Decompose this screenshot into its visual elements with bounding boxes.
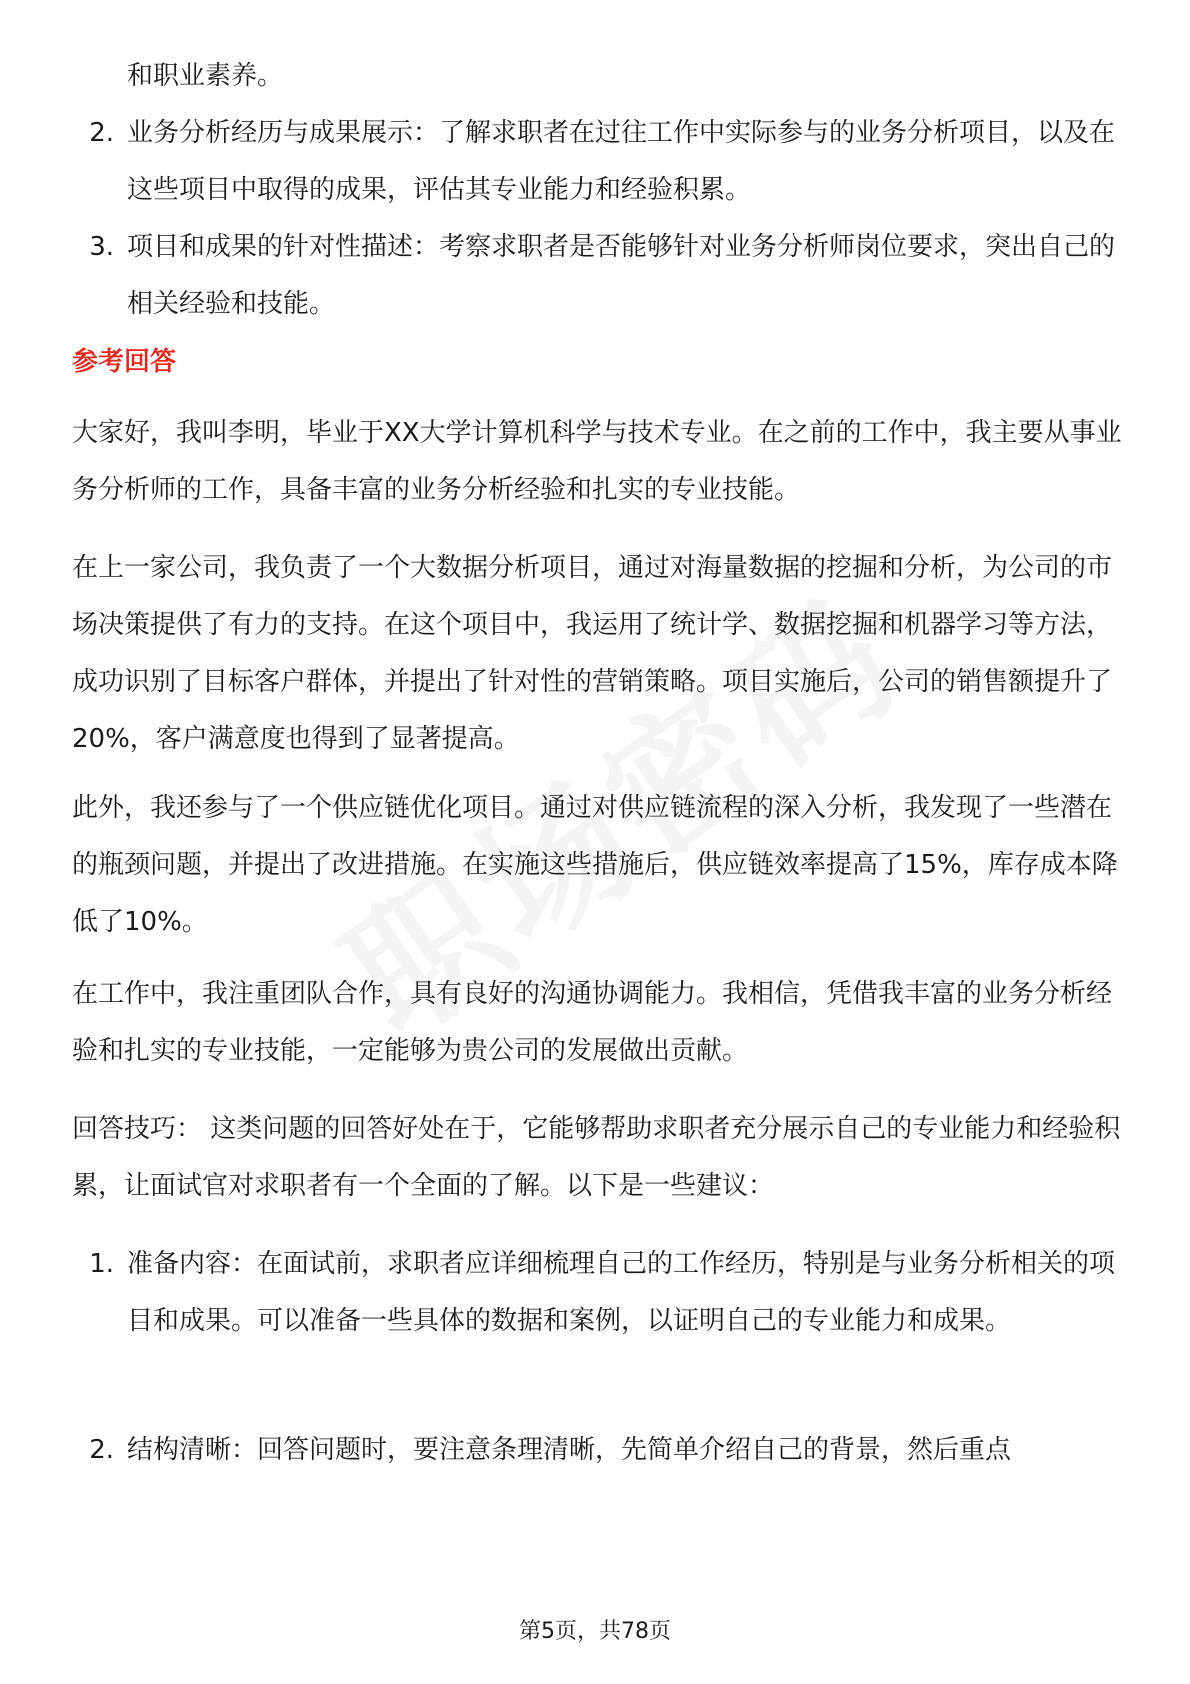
answer-paragraph: 此外，我还参与了一个供应链优化项目。通过对供应链流程的深入分析，我发现了一些潜在的瓶颈问题，并提出了改进措施。在实施这些措施后，供应链效率提高了15%，库存成本降低了10%。	[72, 793, 1118, 937]
list-item-text: 和职业素养。	[127, 61, 284, 91]
answer-paragraph: 在工作中，我注重团队合作，具有良好的沟通协调能力。我相信，凭借我丰富的业务分析经验和扎实的专业技能，一定能够为贵公司的发展做出贡献。	[72, 979, 1113, 1066]
list-item-number: 2.	[89, 1435, 114, 1465]
list-item	[72, 48, 1122, 105]
list-item-text: 业务分析经历与成果展示：了解求职者在过往工作中实际参与的业务分析项目，以及在这些项目中取得的成果，评估其专业能力和经验积累。	[127, 118, 1116, 205]
list-item-number: 2.	[89, 118, 114, 148]
list-item	[72, 219, 1122, 333]
answer-paragraph: 大家好，我叫李明，毕业于XX大学计算机科学与技术专业。在之前的工作中，我主要从事业务分析师的工作，具备丰富的业务分析经验和扎实的专业技能。	[72, 418, 1122, 505]
list-item	[72, 105, 1122, 219]
list-item	[72, 1422, 1122, 1479]
list-item-number: 3.	[89, 232, 114, 262]
tips-list	[72, 1236, 1122, 1350]
page-number-footer: 第5页，共78页	[519, 1619, 671, 1644]
answer-paragraph: 在上一家公司，我负责了一个大数据分析项目，通过对海量数据的挖掘和分析，为公司的市场决策提供了有力的支持。在这个项目中，我运用了统计学、数据挖掘和机器学习等方法，成功识别了目标客户群体，并提出了针对性的营销策略。项目实施后，公司的销售额提升了20%，客户满意度也得到了显著提高。	[72, 553, 1113, 754]
list-item-text: 项目和成果的针对性描述：考察求职者是否能够针对业务分析师岗位要求，突出自己的相关经验和技能。	[127, 232, 1116, 319]
list-item-text: 结构清晰：回答问题时，要注意条理清晰，先简单介绍自己的背景，然后重点	[127, 1435, 1012, 1465]
list-item-number: 1.	[89, 1249, 114, 1279]
tips-list-continued	[72, 1422, 1122, 1479]
section-heading: 参考回答	[72, 347, 177, 377]
tips-intro-paragraph: 回答技巧： 这类问题的回答好处在于，它能够帮助求职者充分展示自己的专业能力和经验积累，让面试官对求职者有一个全面的了解。以下是一些建议：	[72, 1114, 1121, 1201]
criteria-list	[72, 105, 1122, 333]
criteria-list-continuation	[72, 48, 1122, 105]
list-item	[72, 1236, 1122, 1350]
list-item-text: 准备内容：在面试前，求职者应详细梳理自己的工作经历，特别是与业务分析相关的项目和成果。可以准备一些具体的数据和案例，以证明自己的专业能力和成果。	[127, 1249, 1116, 1336]
